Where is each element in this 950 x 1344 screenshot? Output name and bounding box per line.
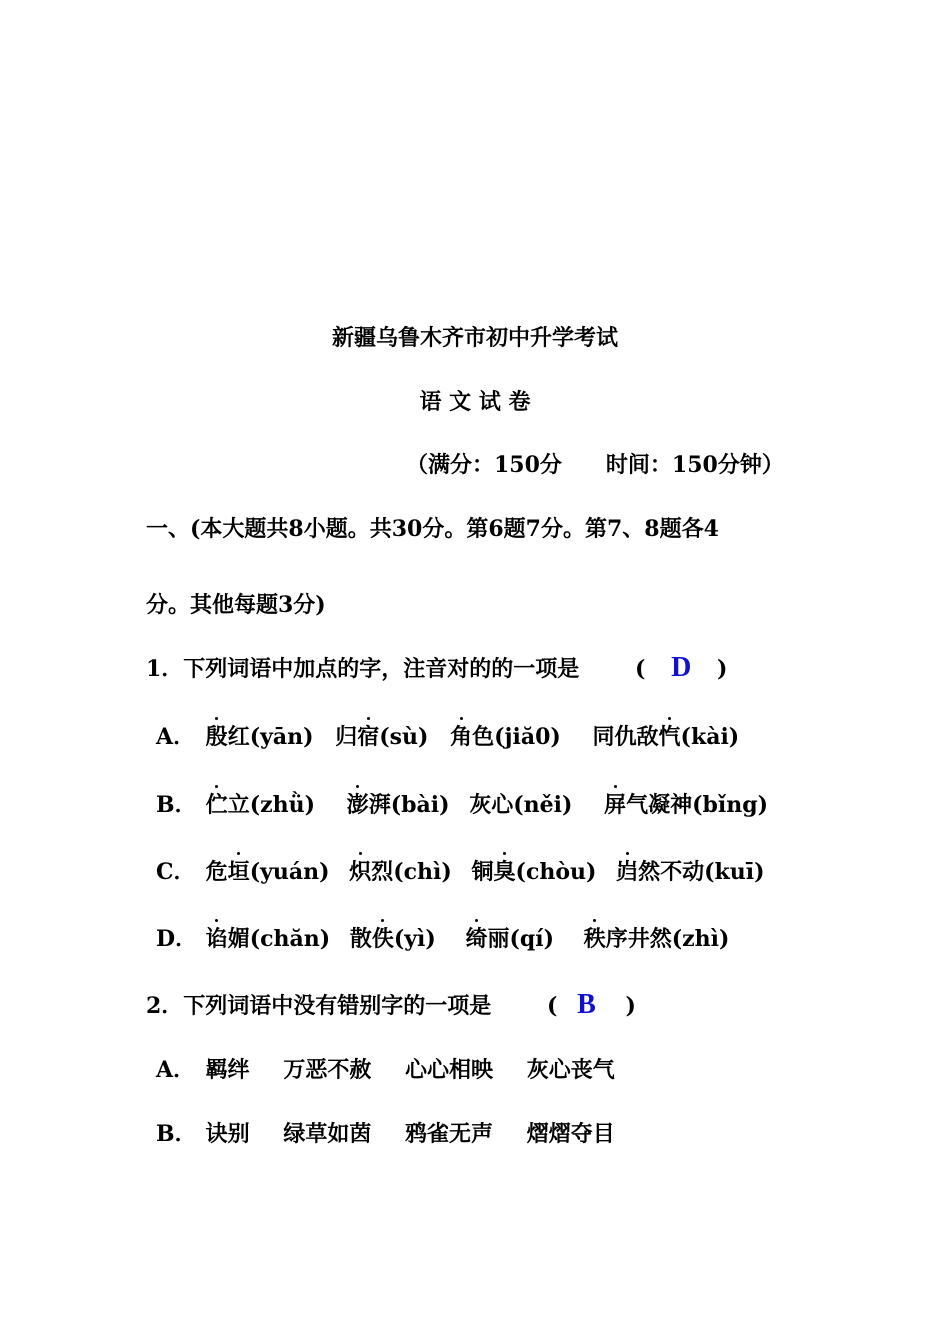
option-row xyxy=(156,1055,615,1085)
option-item: 灰心(něi) xyxy=(469,792,573,818)
option-label: A． xyxy=(156,1057,196,1083)
option-label: B． xyxy=(156,792,197,818)
option-item: 心心相映 xyxy=(405,1057,494,1083)
option-item: 灰心丧气 xyxy=(526,1057,615,1083)
option-item: 澎湃(bài) xyxy=(346,792,450,818)
option-item: 万恶不赦 xyxy=(283,1057,372,1083)
option-item: 危垣(yuán) xyxy=(205,859,330,885)
question-stem: 1．下列词语中加点的字，注音对的的一项是 xyxy=(146,656,580,682)
option-item: 羁绊 xyxy=(205,1057,250,1083)
option-item: 秩序井然(zhì) xyxy=(583,926,730,952)
option-item: 同仇敌忾(kài) xyxy=(592,724,740,750)
question-2 xyxy=(146,990,636,1021)
paren-close: ) xyxy=(625,993,636,1019)
option-item: 殷红(yān) xyxy=(205,724,314,750)
paren-open: ( xyxy=(546,993,558,1019)
paren-open: ( xyxy=(634,656,646,682)
option-label: A． xyxy=(156,724,196,750)
option-item: 鸦雀无声 xyxy=(405,1121,494,1147)
option-item: 绿草如茵 xyxy=(283,1121,372,1147)
option-item: 散佚(yì) xyxy=(349,926,436,952)
option-item: 岿然不动(kuī) xyxy=(616,859,765,885)
question-stem: 2．下列词语中没有错别字的一项是 xyxy=(146,993,492,1019)
option-row xyxy=(156,790,768,820)
option-row xyxy=(156,924,729,954)
option-row xyxy=(156,857,765,887)
option-label: B． xyxy=(156,1121,197,1147)
exam-title: 新疆乌鲁木齐市初中升学考试 xyxy=(331,325,618,351)
question-1 xyxy=(146,653,727,684)
option-row xyxy=(156,1119,615,1149)
section-heading: 一、(本大题共8小题。共30分。第6题7分。第7、8题各4 xyxy=(146,516,719,542)
option-item: 伫立(zhǜ) xyxy=(205,792,315,818)
option-item: 炽烈(chì) xyxy=(349,859,452,885)
option-item: 诀别 xyxy=(205,1121,250,1147)
option-item: 归宿(sù) xyxy=(335,724,429,750)
option-label: C． xyxy=(156,859,196,885)
paper-subtitle: 语 文 试 卷 xyxy=(419,389,531,415)
option-item: 屏气凝神(bǐng) xyxy=(604,792,768,818)
exam-meta: （满分：150分 时间：150分钟） xyxy=(406,452,784,478)
option-item: 熠熠夺目 xyxy=(526,1121,615,1147)
option-label: D． xyxy=(156,926,198,952)
answer-mark: D xyxy=(671,652,692,683)
option-item: 绮丽(qí) xyxy=(465,926,555,952)
paren-close: ) xyxy=(716,656,728,682)
option-item: 角色(jiă0) xyxy=(450,724,561,750)
option-row xyxy=(156,722,739,752)
option-item: 铜臭(chòu) xyxy=(471,859,597,885)
answer-mark: B xyxy=(577,989,596,1020)
option-item: 谄媚(chăn) xyxy=(205,926,331,952)
section-heading-cont: 分。其他每题3分) xyxy=(146,592,326,618)
